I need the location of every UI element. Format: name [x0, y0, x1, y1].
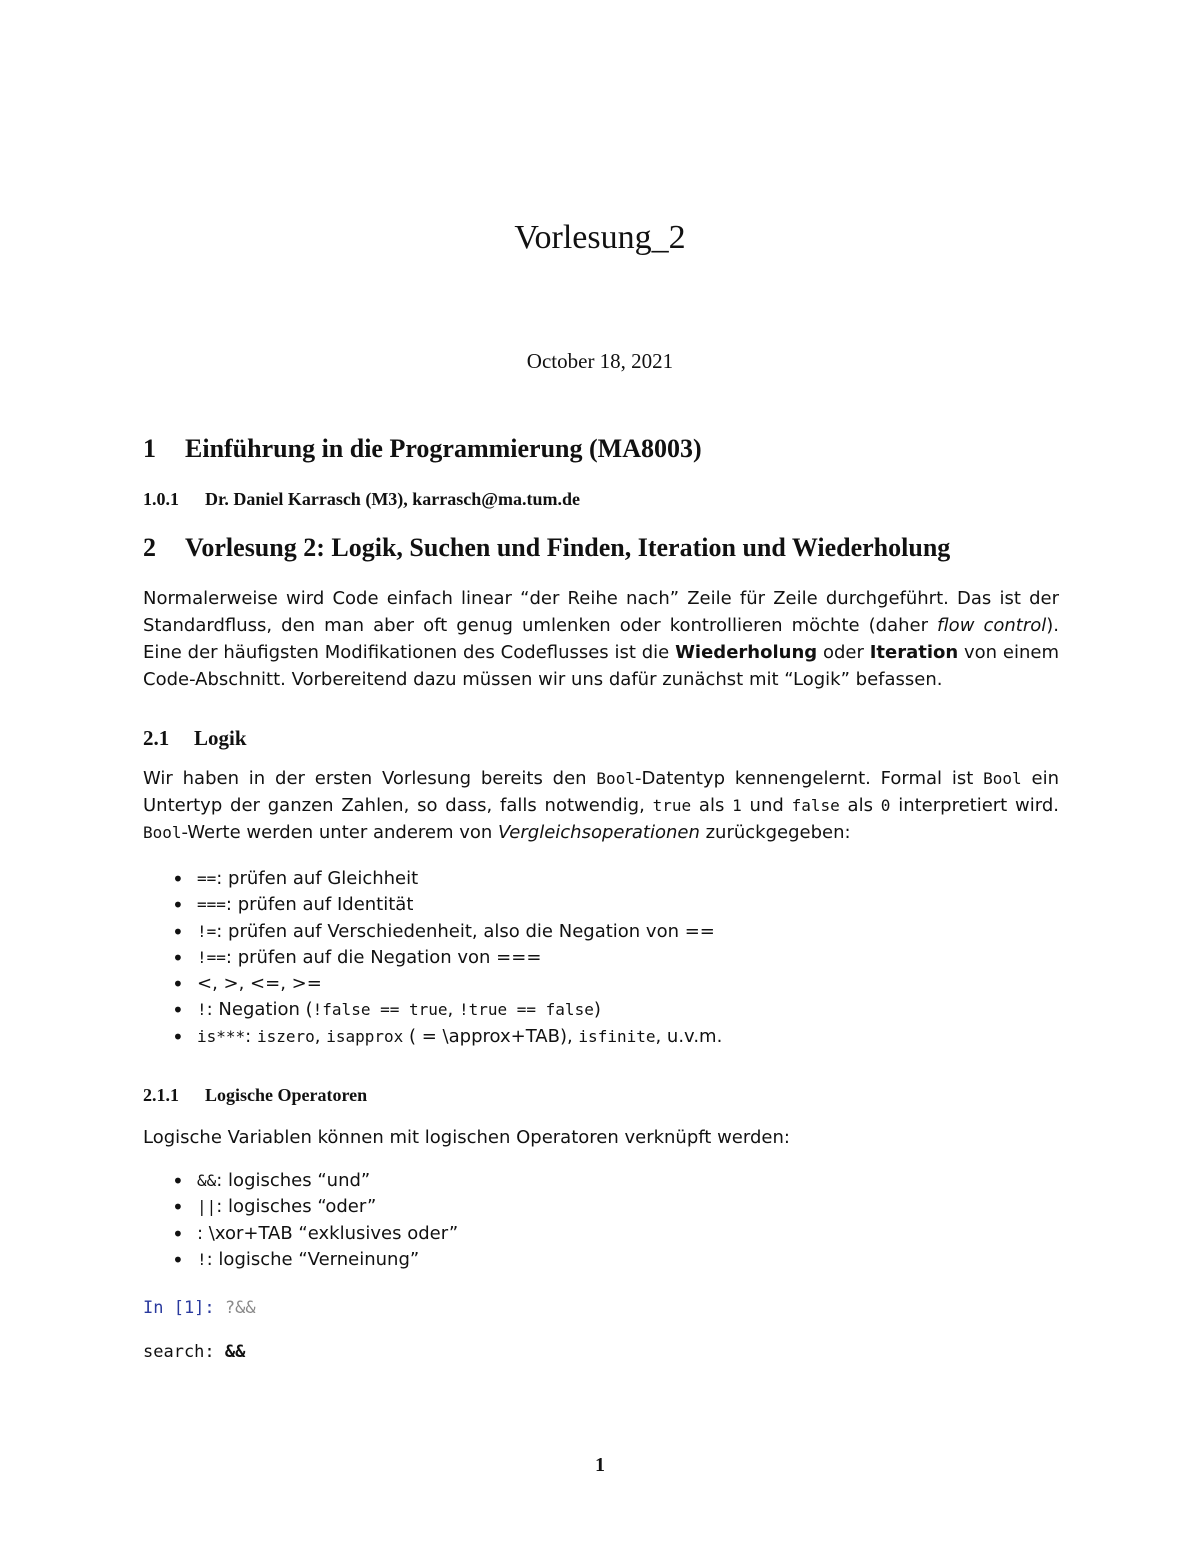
text: : \xor+TAB “exklusives oder” — [197, 1222, 459, 1244]
list-item — [172, 1247, 458, 1273]
text: : Negation ( — [206, 999, 313, 1021]
text: ein Untertyp der ganzen Zahlen, so dass, falls notwendig, — [143, 768, 1059, 816]
intro-paragraph — [143, 585, 1059, 693]
inline-code: !false == true — [312, 1000, 448, 1020]
cell-code: ?&& — [224, 1298, 256, 1318]
inline-code: != — [197, 921, 217, 941]
text: : prüfen auf Identität — [225, 894, 414, 916]
section-title: Logische Operatoren — [205, 1085, 368, 1105]
text: und — [741, 795, 792, 816]
cell-prompt: In [1]: — [143, 1298, 215, 1318]
list-item — [172, 945, 722, 971]
italic-term: Vergleichsoperationen — [498, 822, 700, 843]
document-title: Vorlesung_2 — [514, 219, 686, 256]
list-item — [172, 971, 722, 997]
subsubsection-heading-1-0-1 — [143, 487, 580, 511]
comparison-list — [172, 866, 722, 1050]
list-item — [172, 1024, 722, 1050]
text: zurückgegeben: — [699, 822, 851, 843]
list-item — [172, 866, 722, 892]
inline-code: Bool — [983, 769, 1022, 788]
cell-output — [143, 1340, 245, 1364]
section-number: 2.1.1 — [143, 1085, 179, 1105]
inline-code: false — [791, 796, 840, 815]
inline-code: is*** — [197, 1026, 246, 1046]
inline-code: Bool — [143, 823, 182, 842]
inline-code: !== — [197, 947, 226, 967]
section-title: Dr. Daniel Karrasch (M3), karrasch@ma.tum.de — [205, 489, 581, 509]
inline-code: == — [197, 869, 217, 888]
inline-code: isapprox — [326, 1026, 404, 1046]
inline-code: isfinite — [578, 1026, 656, 1046]
inline-code: && — [197, 1171, 217, 1190]
text: : logisches “oder” — [216, 1196, 377, 1218]
inline-code: true — [652, 796, 692, 815]
inline-code: || — [197, 1197, 217, 1217]
logik-paragraph — [143, 765, 1059, 846]
section-number: 1 — [143, 434, 156, 463]
inline-code: Bool — [596, 769, 635, 788]
subsubsection-heading-2-1-1 — [143, 1083, 367, 1107]
text: , — [314, 1025, 327, 1047]
text: -Werte werden unter anderem von — [181, 822, 499, 843]
text: oder — [817, 642, 870, 663]
text: Normalerweise wird Code einfach linear “der Reihe nach” Zeile für Zeile durchgeführt. Das ist der Standardfluss, den man aber oft genug umlenken oder kontrollieren möchte (daher — [143, 588, 1059, 636]
output-value: && — [224, 1342, 246, 1362]
section-number: 1.0.1 — [143, 489, 179, 509]
text: , — [447, 999, 459, 1021]
text: von einem Code-Abschnitt. Vorbereitend dazu müssen wir uns dafür zunächst mit “Logik” befassen. — [143, 642, 1059, 690]
section-heading-1 — [143, 433, 702, 465]
section-title: Vorlesung 2: Logik, Suchen und Finden, Iteration und Wiederholung — [185, 533, 951, 562]
text: : prüfen auf die Negation von === — [225, 946, 542, 968]
inline-code: !true == false — [458, 1000, 594, 1020]
logops-list — [172, 1168, 458, 1273]
list-item — [172, 919, 722, 945]
text: : prüfen auf Verschiedenheit, also die Negation von == — [216, 920, 715, 942]
text: Wir haben in der ersten Vorlesung bereits den — [143, 768, 597, 789]
logops-intro: Logische Variablen können mit logischen Operatoren verknüpft werden: — [143, 1127, 790, 1148]
text: ) — [593, 999, 601, 1021]
inline-code: ! — [197, 1249, 207, 1269]
inline-code: 0 — [880, 796, 891, 815]
inline-code: === — [197, 895, 226, 915]
text: als — [691, 795, 733, 816]
bold-term: Iteration — [869, 642, 959, 663]
text: ( = \approx+TAB), — [403, 1025, 579, 1047]
list-item — [172, 1168, 458, 1194]
section-number: 2.1 — [143, 726, 170, 750]
text: : logische “Verneinung” — [206, 1248, 420, 1270]
text: als — [839, 795, 881, 816]
text: ). Eine der häufigsten Modifikationen des Codeflusses ist die — [143, 615, 1059, 663]
inline-code: iszero — [256, 1026, 315, 1046]
text: , u.v.m. — [655, 1025, 723, 1047]
text: : prüfen auf Gleichheit — [216, 868, 419, 889]
list-item — [172, 997, 722, 1023]
text: interpretiert wird. — [890, 795, 1059, 816]
section-title: Logik — [194, 726, 247, 750]
text: <, >, <=, >= — [197, 973, 322, 995]
output-label: search: — [143, 1342, 215, 1362]
text: -Datentyp kennengelernt. Formal ist — [634, 768, 984, 789]
list-item — [172, 892, 722, 918]
code-cell — [143, 1296, 256, 1320]
inline-code: 1 — [732, 796, 742, 815]
section-title: Einführung in die Programmierung (MA8003) — [185, 434, 702, 463]
list-item — [172, 1194, 458, 1220]
italic-term: flow control — [937, 615, 1047, 636]
bold-term: Wiederholung — [675, 642, 818, 663]
subsection-heading-2-1 — [143, 724, 247, 752]
section-heading-2 — [143, 532, 950, 564]
text: : logisches “und” — [216, 1170, 371, 1191]
inline-code: ! — [197, 1000, 207, 1020]
page-number: 1 — [595, 1454, 605, 1476]
section-number: 2 — [143, 533, 156, 562]
text: : — [245, 1025, 257, 1047]
list-item — [172, 1221, 458, 1247]
document-date: October 18, 2021 — [526, 349, 674, 373]
